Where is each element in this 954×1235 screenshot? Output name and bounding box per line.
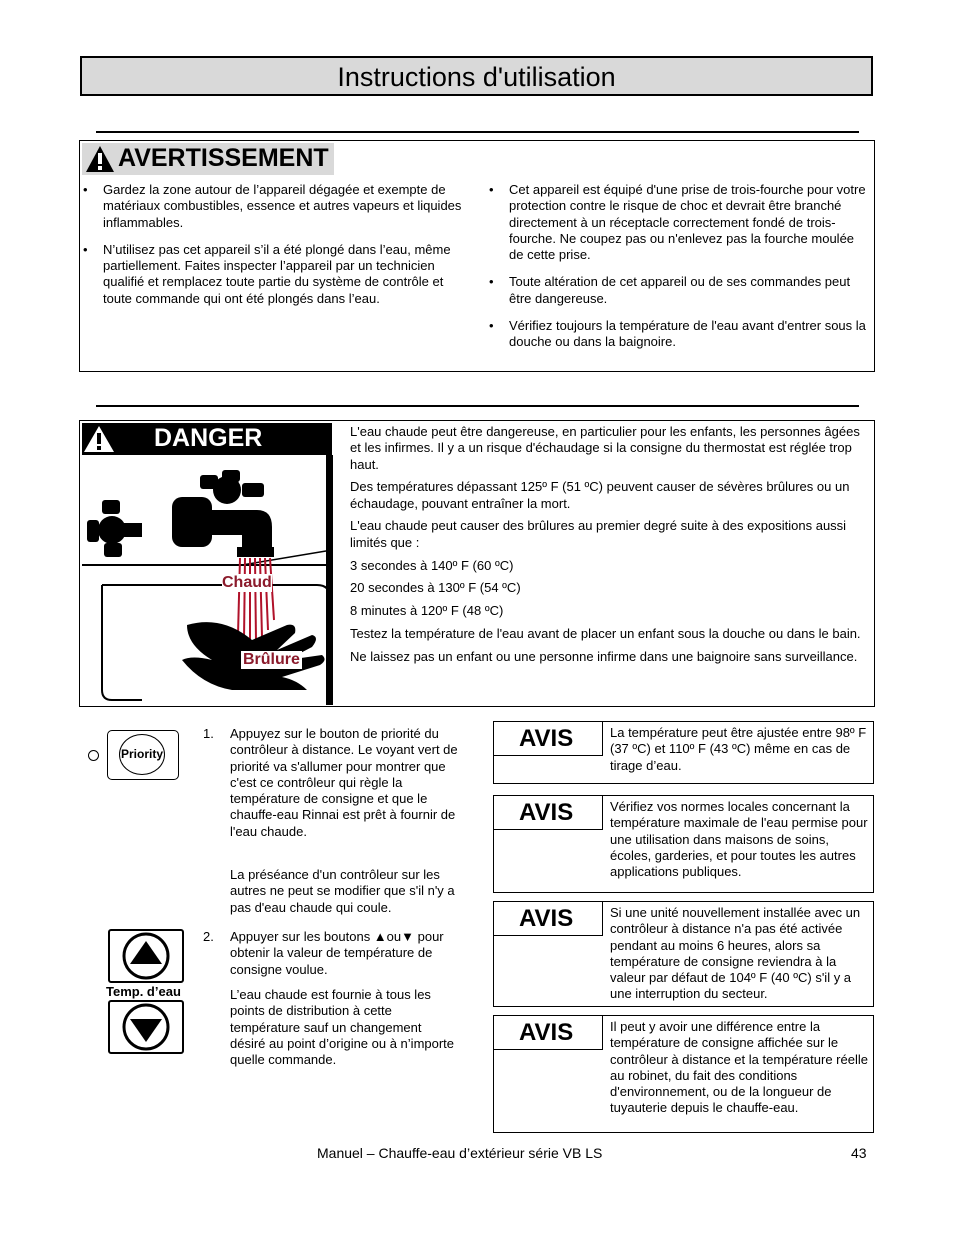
warning-triangle-icon bbox=[83, 425, 115, 453]
step-text: Appuyez sur le bouton de priorité du contrôleur à distance. Le voyant vert de priorité va s'allumer pour montrer que c'est ce contrôleur qui règle la température de consigne et que le chauffe-eau Rinnai est prêt à fournir de l'eau chaude. bbox=[230, 726, 458, 839]
danger-paragraph: Des températures dépassant 125º F (51 ºC) peuvent causer de sévères brûlures ou un échaudage, pouvant entraîner la mort. bbox=[350, 479, 850, 511]
warning-heading: AVERTISSEMENT bbox=[118, 144, 329, 172]
priority-button-label: Priority bbox=[119, 734, 165, 775]
warning-list-left bbox=[81, 182, 463, 318]
footer-manual-title: Manuel – Chauffe-eau d’extérieur série VB LS bbox=[317, 1145, 603, 1161]
danger-heading: DANGER bbox=[154, 424, 263, 452]
down-arrow-icon bbox=[110, 1002, 182, 1052]
up-arrow-icon bbox=[110, 931, 182, 981]
list-item: • N’utilisez pas cet appareil s’il a été plongé dans l’eau, même partiellement. Faites inspecter l’appareil par un technicien qualifié et remplacez toute partie du système de contrôle et toute commande qui ont été plongés dans l’eau. bbox=[81, 242, 463, 307]
notice-tag: AVIS bbox=[494, 722, 603, 756]
priority-button[interactable] bbox=[107, 730, 179, 780]
list-item: • Vérifiez toujours la température de l'eau avant d'entrer sous la douche ou dans la baignoire. bbox=[487, 318, 867, 351]
notice-box bbox=[493, 901, 874, 1007]
page-number: 43 bbox=[851, 1145, 867, 1161]
list-item: • Gardez la zone autour de l’appareil dégagée et exempte de matériaux combustibles, essence et autres vapeurs et liquides inflammables. bbox=[81, 182, 463, 231]
section-divider bbox=[96, 131, 859, 133]
danger-paragraph: Testez la température de l'eau avant de placer un enfant sous la douche ou dans le bain. bbox=[350, 625, 861, 641]
danger-paragraph: Ne laissez pas un enfant ou une personne infirme dans une baignoire sans surveillance. bbox=[350, 648, 858, 664]
page-title: Instructions d'utilisation bbox=[80, 56, 873, 96]
notice-text: Si une unité nouvellement installée avec un contrôleur à distance n'a pas été activée pendant au moins 6 heures, alors sa température de consigne reviendra à la valeur par défaut de 104º F (40 ºC) s'il y a une interruption du secteur. bbox=[610, 905, 861, 1002]
danger-paragraph: 3 secondes à 140º F (60 ºC) bbox=[350, 557, 514, 573]
danger-text bbox=[350, 424, 872, 672]
step-text: Appuyer sur les boutons ▲ou▼ pour obtenir la valeur de température de consigne voulue. bbox=[230, 929, 444, 977]
notice-text: Vérifiez vos normes locales concernant la température maximale de l'eau permise pour une utilisation dans maisons de soins, écoles, garderies, et pour toutes les autres applications publiques. bbox=[610, 799, 868, 880]
notice-tag: AVIS bbox=[494, 902, 603, 936]
notice-box bbox=[493, 721, 874, 784]
notice-box bbox=[493, 795, 874, 893]
danger-paragraph: 20 secondes à 130º F (54 ºC) bbox=[350, 580, 521, 596]
priority-led-icon bbox=[88, 750, 99, 761]
step-number: 2. bbox=[203, 929, 214, 944]
danger-paragraph: L'eau chaude peut être dangereuse, en particulier pour les enfants, les personnes âgées et les infirmes. Il y a un risque d'échaudage si la consigne du thermostat est réglée trop haut. bbox=[350, 424, 860, 472]
hot-label: Chaud bbox=[222, 574, 272, 591]
temp-down-button[interactable] bbox=[108, 1000, 184, 1054]
notice-box bbox=[493, 1015, 874, 1133]
warning-header bbox=[82, 143, 334, 175]
danger-header bbox=[82, 423, 332, 455]
warning-triangle-icon bbox=[85, 145, 115, 173]
warning-list-right bbox=[487, 182, 867, 362]
step-note: La préséance d'un contrôleur sur les autres ne peut se modifier que s'il n'y a pas d'eau chaude qui coule. bbox=[230, 867, 455, 915]
section-divider bbox=[96, 405, 859, 407]
list-item: • Toute altération de cet appareil ou de ses commandes peut être dangereuse. bbox=[487, 274, 867, 307]
burn-label: Brûlure bbox=[243, 651, 300, 668]
danger-paragraph: 8 minutes à 120º F (48 ºC) bbox=[350, 603, 504, 619]
notice-text: La température peut être ajustée entre 98º F (37 ºC) et 110º F (43 ºC) même en cas de tirage d’eau. bbox=[610, 725, 867, 773]
step-number: 1. bbox=[203, 726, 214, 741]
step-note: L’eau chaude est fournie à tous les points de distribution à cette température sauf un changement désiré au point d’origine ou à n’importe quelle commande. bbox=[230, 987, 455, 1068]
notice-tag: AVIS bbox=[494, 1016, 603, 1050]
danger-paragraph: L'eau chaude peut causer des brûlures au premier degré suite à des expositions aussi limités que : bbox=[350, 518, 847, 550]
notice-tag: AVIS bbox=[494, 796, 603, 830]
notice-text: Il peut y avoir une différence entre la température de consigne affichée sur le contrôleur à distance et la température réelle au robinet, du fait des conditions d'environnement, ou de la longueur de tuyauterie depuis le chauffe-eau. bbox=[610, 1019, 868, 1116]
list-item: • Cet appareil est équipé d'une prise de trois-fourche pour votre protection contre le risque de choc et devrait être branché directement à un réceptacle correctement fondé de trois-fourche. Ne coupez pas ou n'enlevez pas la fourche moulée de cette prise. bbox=[487, 182, 867, 263]
temp-label: Temp. d’eau bbox=[106, 984, 181, 999]
temp-up-button[interactable] bbox=[108, 929, 184, 983]
